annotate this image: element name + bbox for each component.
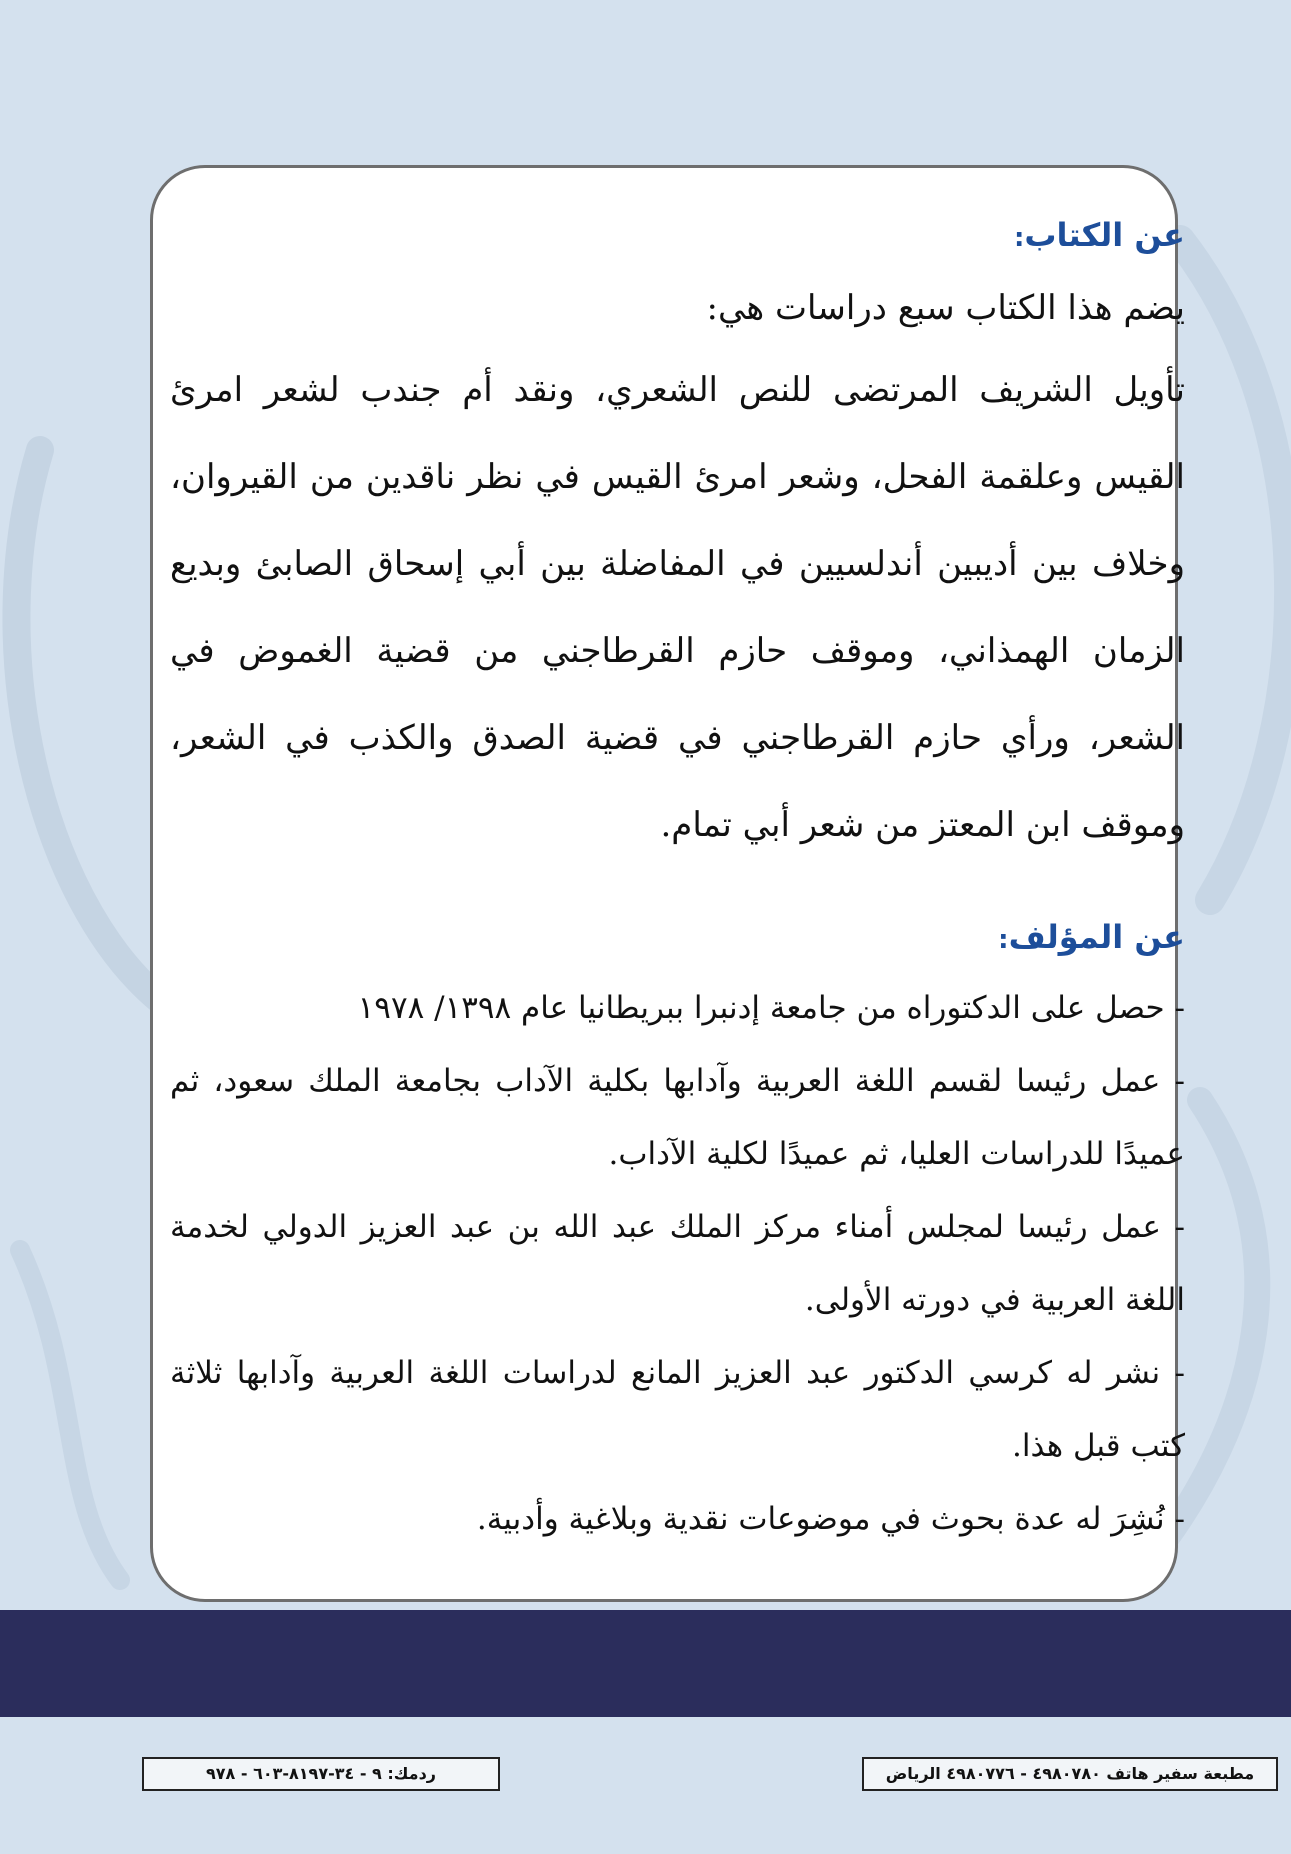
about-book-heading: عن الكتاب: bbox=[1013, 216, 1185, 254]
author-bullet-dean: - عمل رئيسا لقسم اللغة العربية وآدابها بكلية الآداب بجامعة الملك سعود، ثم عميدًا للدراسات العليا، ثم عميدًا لكلية الآداب. bbox=[170, 1063, 1185, 1172]
bottom-band bbox=[0, 1610, 1291, 1717]
author-bullet-research: - نُشِرَ له عدة بحوث في موضوعات نقدية وبلاغية وأدبية. bbox=[476, 1501, 1185, 1537]
back-cover-text bbox=[170, 200, 1185, 1556]
about-book-studies: تأويل الشريف المرتضى للنص الشعري، ونقد أم جندب لشعر امرئ القيس وعلقمة الفحل، وشعر امرئ القيس في نظر ناقدين من القيروان، وخلاف بين أديبين أندلسيين في المفاضلة بين أبي إسحاق الصابئ وبديع الزمان الهمذاني، وموقف حازم القرطاجني من قضية الغموض في الشعر، ورأي حازم القرطاجني في قضية الصدق والكذب في الشعر، وموقف ابن المعتز من شعر أبي تمام. bbox=[170, 370, 1185, 845]
author-bullet-chair-books: - نشر له كرسي الدكتور عبد العزيز المانع لدراسات اللغة العربية وآدابها ثلاثة كتب قبل هذا. bbox=[170, 1355, 1185, 1464]
author-bullet-board: - عمل رئيسا لمجلس أمناء مركز الملك عبد الله بن عبد العزيز الدولي لخدمة اللغة العربية في دورته الأولى. bbox=[170, 1209, 1185, 1318]
author-bullet-phd: - حصل على الدكتوراه من جامعة إدنبرا ببريطانيا عام ١٣٩٨/ ١٩٧٨ bbox=[357, 990, 1185, 1026]
about-book-intro: يضم هذا الكتاب سبع دراسات هي: bbox=[706, 288, 1185, 328]
about-author-heading: عن المؤلف: bbox=[998, 918, 1185, 956]
printer-label: مطبعة سفير هاتف ٤٩٨٠٧٨٠ - ٤٩٨٠٧٧٦ الرياض bbox=[862, 1757, 1278, 1791]
isbn-label: ردمك: ٩ - ٣٤-٨١٩٧-٦٠٣ - ٩٧٨ bbox=[142, 1757, 500, 1791]
